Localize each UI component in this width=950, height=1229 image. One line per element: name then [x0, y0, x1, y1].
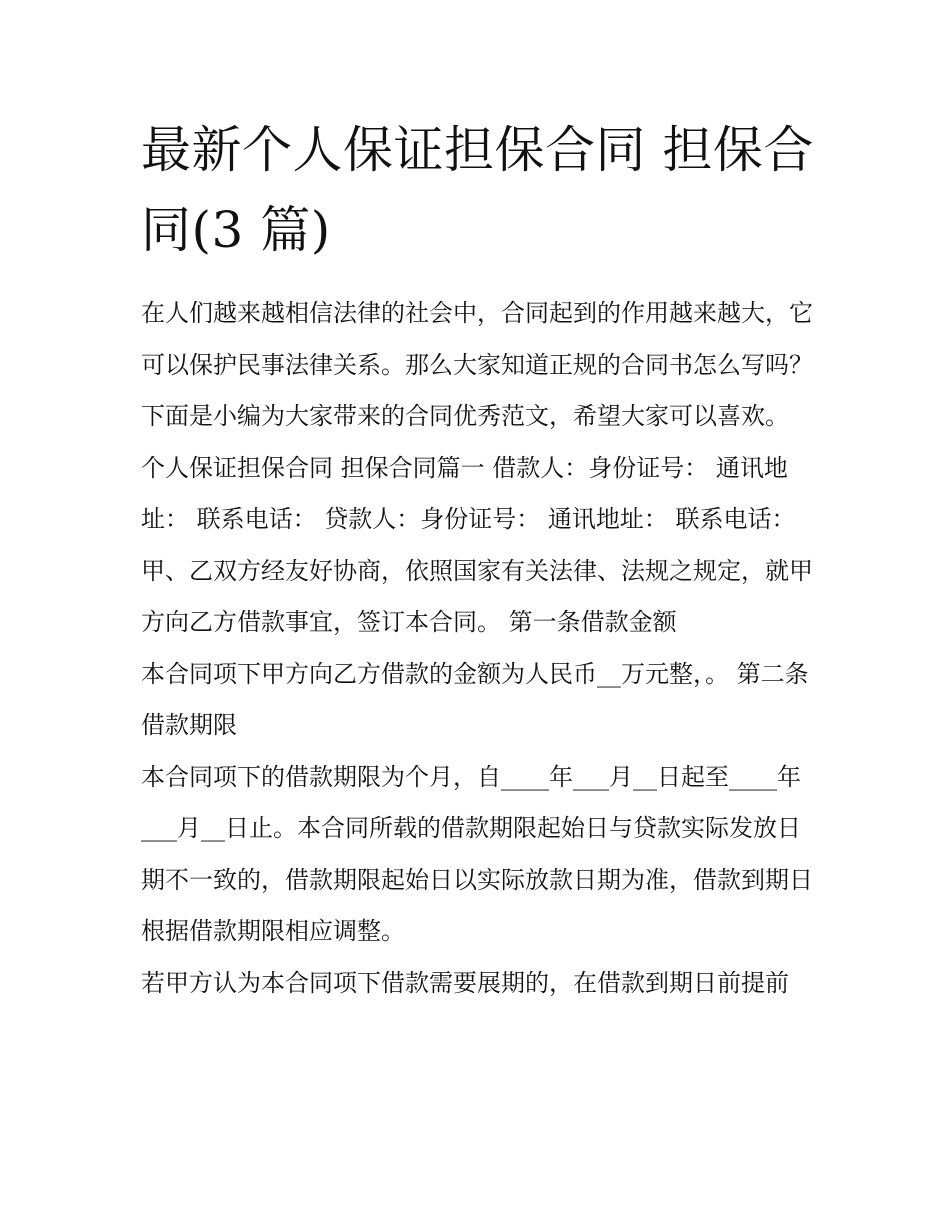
- document-title-line-1: 最新个人保证担保合同 担保合: [141, 121, 814, 179]
- paragraph-extension: 若甲方认为本合同项下借款需要展期的，在借款到期日前提前: [141, 968, 789, 997]
- document-body: [141, 288, 821, 1009]
- paragraph-loan-amount: 本合同项下甲方向乙方借款的金额为人民币__万元整，。 第二条借款期限: [141, 659, 809, 739]
- paragraph-loan-term: 本合同项下的借款期限为个月，自____年___月__日起至____年___月__日止。本合同所载的借款期限起始日与贷款实际发放日期不一致的，借款期限起始日以实际放款日期为准，借款到期日根据借款期限相应调整。: [141, 762, 813, 945]
- document-title-line-2: 同(3 篇): [141, 201, 331, 259]
- paragraph-intro: 在人们越来越相信法律的社会中，合同起到的作用越来越大，它可以保护民事法律关系。那么大家知道正规的合同书怎么写吗？下面是小编为大家带来的合同优秀范文，希望大家可以喜欢。: [141, 299, 813, 430]
- paragraph-contract-parties: 个人保证担保合同 担保合同篇一 借款人：身份证号： 通讯地址： 联系电话： 贷款人：身份证号： 通讯地址： 联系电话：: [141, 453, 796, 533]
- document-page: [141, 110, 821, 1009]
- document-title: [141, 110, 821, 270]
- paragraph-agreement: 甲、乙双方经友好协商，依照国家有关法律、法规之规定，就甲方向乙方借款事宜，签订本合同。 第一条借款金额: [141, 556, 813, 636]
